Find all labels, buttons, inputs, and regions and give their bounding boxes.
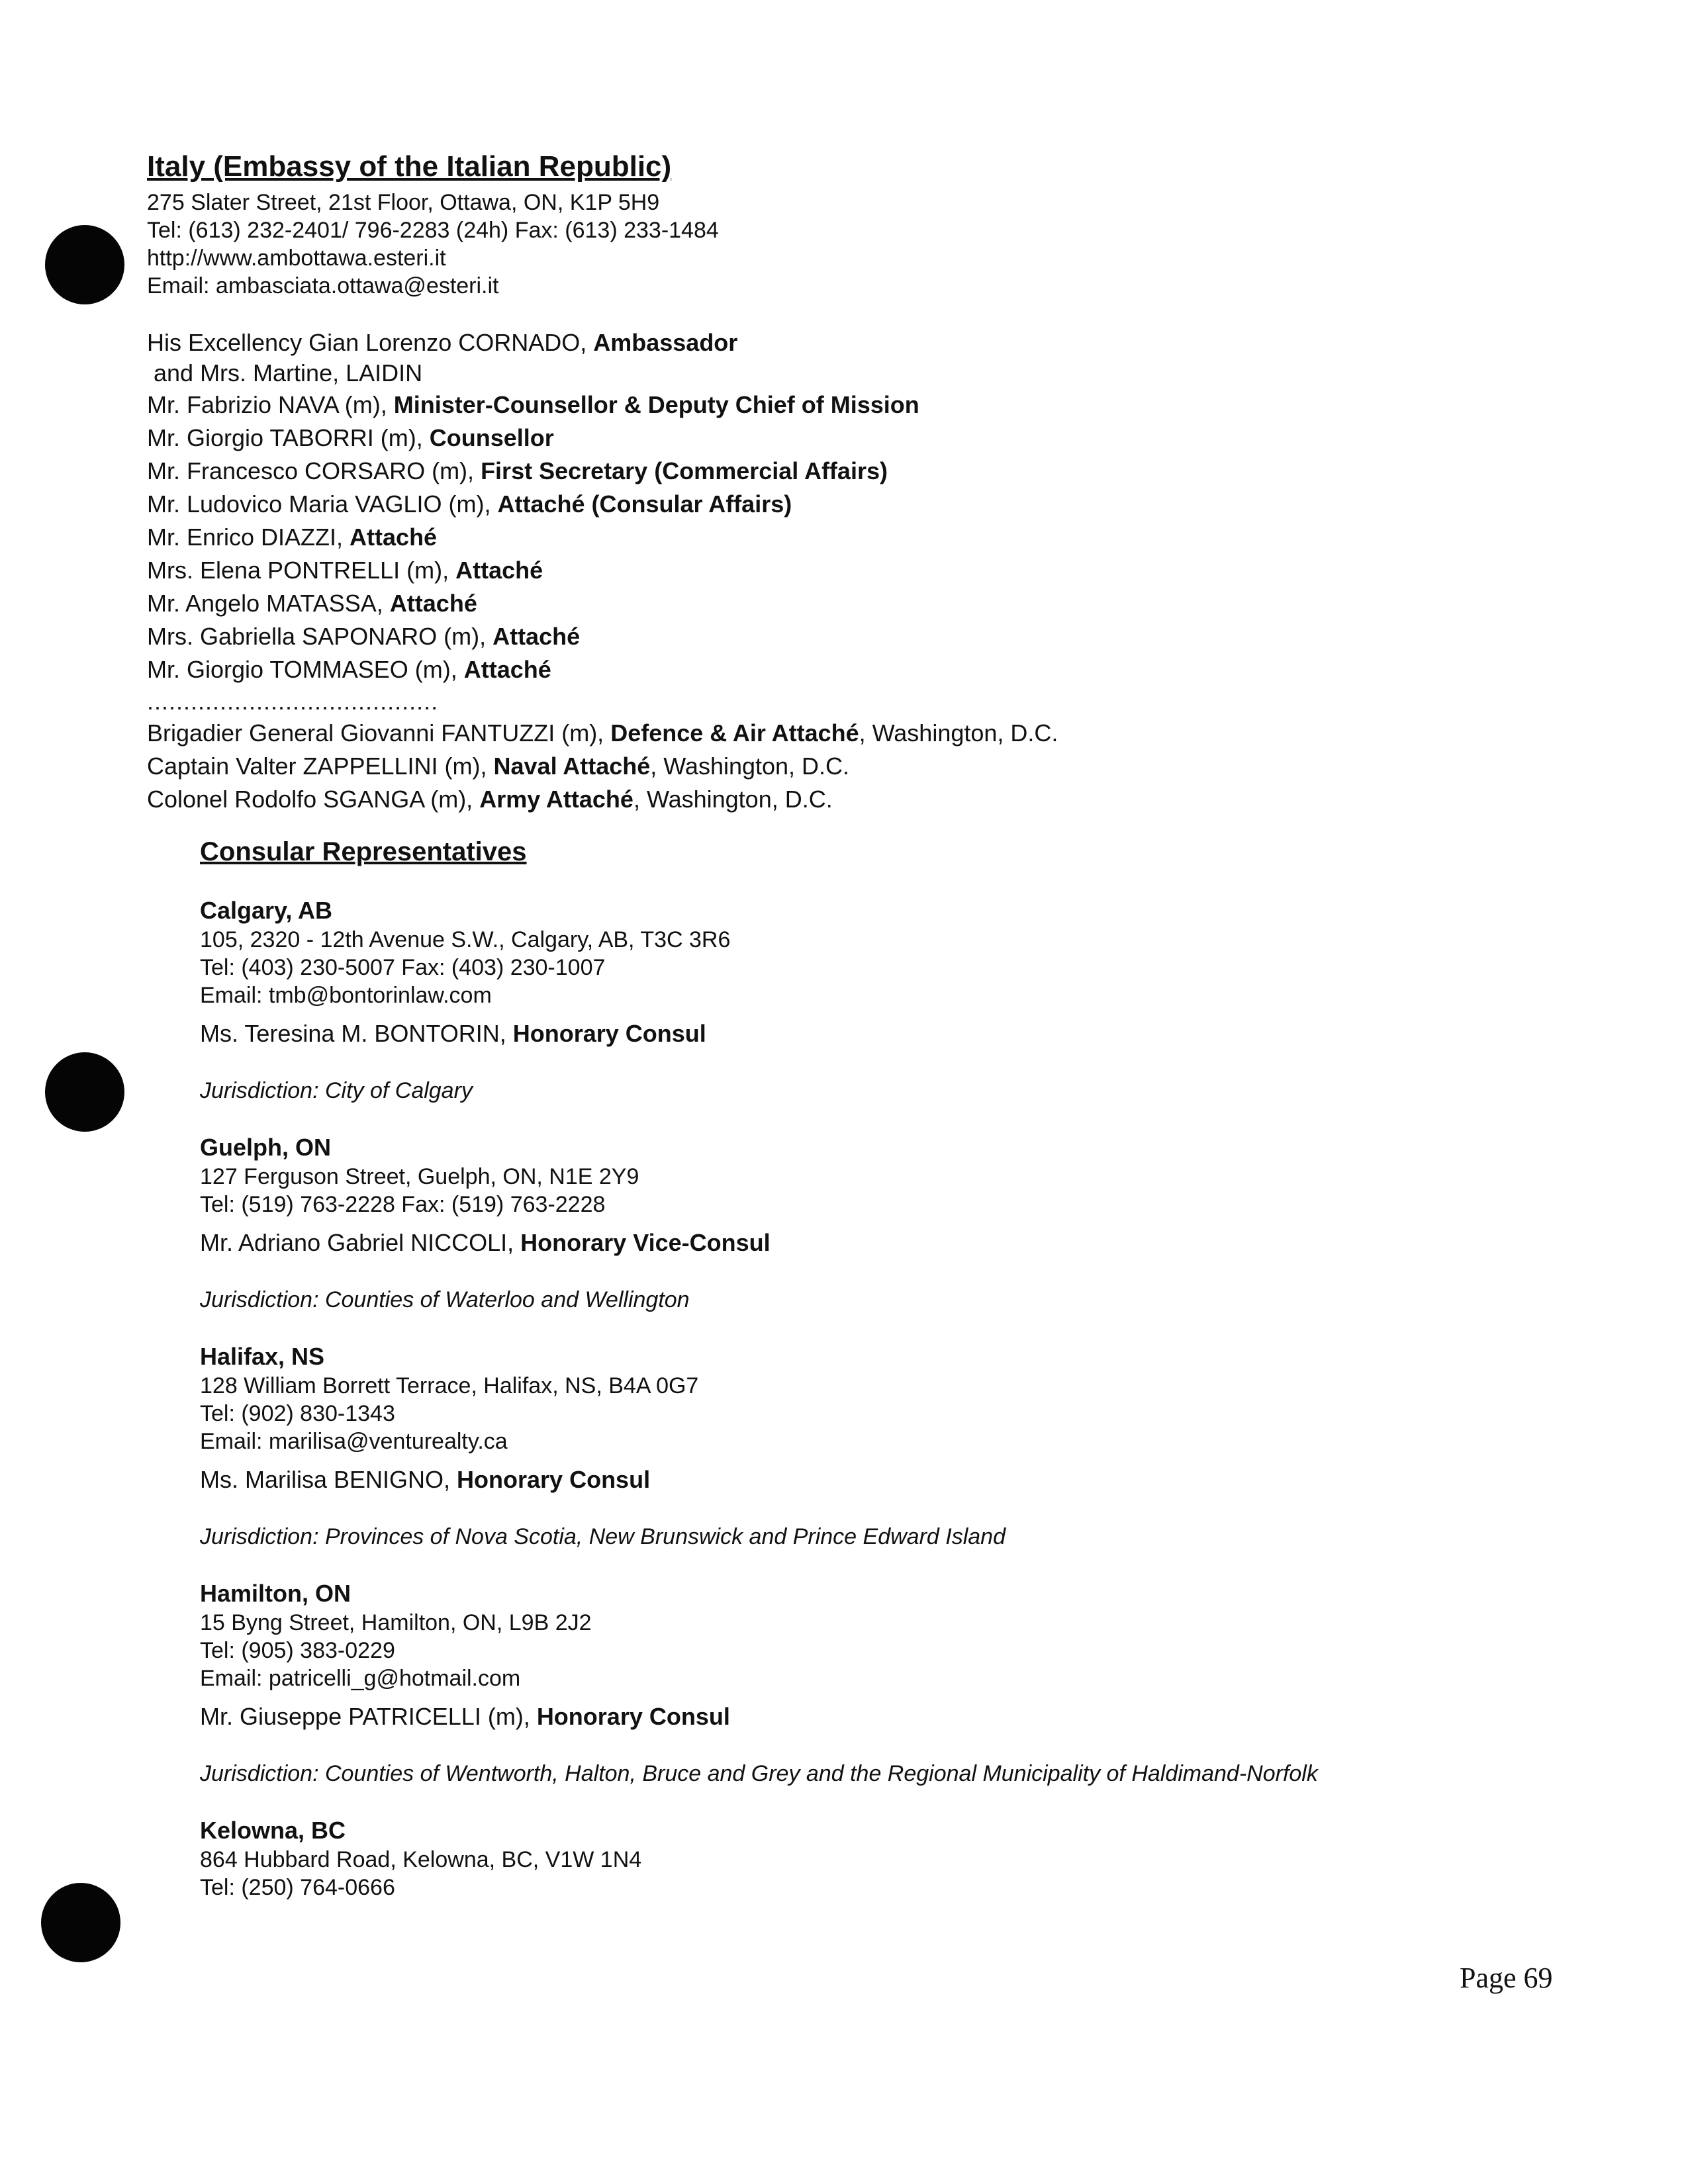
staff-role: Attaché (350, 523, 438, 551)
consulate-city: Calgary, AB (200, 896, 333, 924)
staff-role: Attaché (Consular Affairs) (497, 490, 792, 518)
staff-name: Brigadier General Giovanni FANTUZZI (m), (147, 719, 611, 747)
staff-role: Defence & Air Attaché (610, 719, 859, 747)
consulate-phone: Tel: (403) 230-5007 Fax: (403) 230-1007 (200, 954, 606, 980)
staff-list (147, 388, 1550, 686)
rep-name: Mr. Giuseppe PATRICELLI (m), (200, 1702, 537, 1730)
rep-role: Honorary Consul (512, 1019, 706, 1047)
staff-role: Ambassador (593, 328, 738, 356)
consulate-address: 128 William Borrett Terrace, Halifax, NS, B4A 0G7 (200, 1373, 699, 1398)
staff-role: Counsellor (429, 424, 554, 451)
consular-heading: Consular Representatives (200, 837, 527, 866)
staff-row (147, 783, 1550, 816)
consulate-jurisdiction: Jurisdiction: City of Calgary (200, 1077, 473, 1103)
consulate-jurisdiction: Jurisdiction: Counties of Wentworth, Halton, Bruce and Grey and the Regional Municipality of Haldimand-Norfolk (200, 1760, 1318, 1786)
staff-row (147, 455, 1550, 488)
staff-row (147, 388, 1550, 422)
staff-name: His Excellency Gian Lorenzo CORNADO, (147, 328, 594, 356)
rep-name: Mr. Adriano Gabriel NICCOLI, (200, 1228, 521, 1256)
staff-role: Naval Attaché (493, 752, 651, 780)
staff-role: First Secretary (Commercial Affairs) (481, 457, 888, 484)
ambassador-spouse: and Mrs. Martine, LAIDIN (154, 359, 423, 387)
staff-location: , Washington, D.C. (859, 719, 1058, 747)
staff-row (147, 521, 1550, 554)
staff-role: Minister-Counsellor & Deputy Chief of Mission (393, 390, 919, 418)
consulate-city: Halifax, NS (200, 1342, 325, 1370)
punch-hole-top (45, 225, 124, 304)
staff-row (147, 422, 1550, 455)
consulate-representative (200, 1465, 1550, 1495)
staff-name: Mrs. Gabriella SAPONARO (m), (147, 622, 493, 650)
rep-role: Honorary Consul (457, 1465, 651, 1493)
rep-name: Ms. Teresina M. BONTORIN, (200, 1019, 513, 1047)
staff-name: Captain Valter ZAPPELLINI (m), (147, 752, 494, 780)
consular-section (200, 835, 1550, 1901)
consulate-representative (200, 1702, 1550, 1732)
consulate-representative (200, 1228, 1550, 1258)
staff-role: Attaché (492, 622, 581, 650)
consulate-city: Hamilton, ON (200, 1579, 352, 1607)
staff-role: Attaché (463, 655, 551, 683)
military-attache-list (147, 717, 1550, 816)
staff-name: Colonel Rodolfo SGANGA (m), (147, 785, 480, 813)
staff-name: Mr. Angelo MATASSA, (147, 589, 390, 617)
staff-name: Mr. Giorgio TABORRI (m), (147, 424, 430, 451)
consulate-calgary (200, 895, 1550, 1105)
staff-role: Attaché (389, 589, 477, 617)
rep-name: Ms. Marilisa BENIGNO, (200, 1465, 457, 1493)
consulate-hamilton (200, 1578, 1550, 1788)
staff-role: Attaché (455, 556, 543, 584)
staff-name: Mr. Fabrizio NAVA (m), (147, 390, 394, 418)
staff-name: Mr. Giorgio TOMMASEO (m), (147, 655, 464, 683)
punch-hole-middle (45, 1052, 124, 1132)
consulate-address: 105, 2320 - 12th Avenue S.W., Calgary, AB, T3C 3R6 (200, 927, 731, 952)
consulate-guelph (200, 1132, 1550, 1314)
document-page (147, 150, 1550, 1901)
staff-name: Mr. Francesco CORSARO (m), (147, 457, 481, 484)
staff-name: Mrs. Elena PONTRELLI (m), (147, 556, 456, 584)
consulate-kelowna (200, 1815, 1550, 1901)
staff-location: , Washington, D.C. (650, 752, 850, 780)
consulate-city: Kelowna, BC (200, 1816, 346, 1844)
website-link[interactable]: http://www.ambottawa.esteri.it (147, 245, 446, 271)
staff-name: Mr. Ludovico Maria VAGLIO (m), (147, 490, 498, 518)
staff-role: Army Attaché (479, 785, 633, 813)
consulate-email: Email: tmb@bontorinlaw.com (200, 982, 492, 1008)
ambassador-entry (147, 328, 1550, 388)
consulate-email: Email: patricelli_g@hotmail.com (200, 1665, 521, 1691)
embassy-address-block (147, 189, 1550, 300)
consulate-phone: Tel: (905) 383-0229 (200, 1637, 395, 1663)
staff-row (147, 554, 1550, 587)
address-line: 275 Slater Street, 21st Floor, Ottawa, ON, K1P 5H9 (147, 189, 660, 215)
consulate-city: Guelph, ON (200, 1133, 331, 1161)
staff-name: Mr. Enrico DIAZZI, (147, 523, 350, 551)
staff-row (147, 717, 1550, 750)
staff-location: , Washington, D.C. (633, 785, 833, 813)
consulate-phone: Tel: (250) 764-0666 (200, 1874, 395, 1900)
rep-role: Honorary Vice-Consul (520, 1228, 771, 1256)
staff-row (147, 488, 1550, 521)
dotted-separator: ........................................ (147, 687, 439, 715)
staff-row (147, 587, 1550, 620)
consulate-email: Email: marilisa@venturealty.ca (200, 1428, 508, 1454)
consulate-representative (200, 1019, 1550, 1049)
email-line: Email: ambasciata.ottawa@esteri.it (147, 273, 499, 298)
consulate-phone: Tel: (902) 830-1343 (200, 1400, 395, 1426)
phone-line: Tel: (613) 232-2401/ 796-2283 (24h) Fax: (613) 233-1484 (147, 217, 719, 243)
consulate-address: 127 Ferguson Street, Guelph, ON, N1E 2Y9 (200, 1163, 639, 1189)
consulate-halifax (200, 1342, 1550, 1551)
rep-role: Honorary Consul (536, 1702, 730, 1730)
punch-hole-bottom (41, 1883, 120, 1962)
staff-row (147, 653, 1550, 686)
page-number: Page 69 (1460, 1962, 1553, 1994)
consulate-address: 15 Byng Street, Hamilton, ON, L9B 2J2 (200, 1610, 592, 1635)
consulate-address: 864 Hubbard Road, Kelowna, BC, V1W 1N4 (200, 1846, 642, 1872)
embassy-heading: Italy (Embassy of the Italian Republic) (147, 150, 672, 183)
consulate-phone: Tel: (519) 763-2228 Fax: (519) 763-2228 (200, 1191, 606, 1217)
consulate-jurisdiction: Jurisdiction: Counties of Waterloo and Wellington (200, 1287, 690, 1312)
staff-row (147, 620, 1550, 653)
consulate-jurisdiction: Jurisdiction: Provinces of Nova Scotia, New Brunswick and Prince Edward Island (200, 1524, 1006, 1549)
staff-row (147, 750, 1550, 783)
